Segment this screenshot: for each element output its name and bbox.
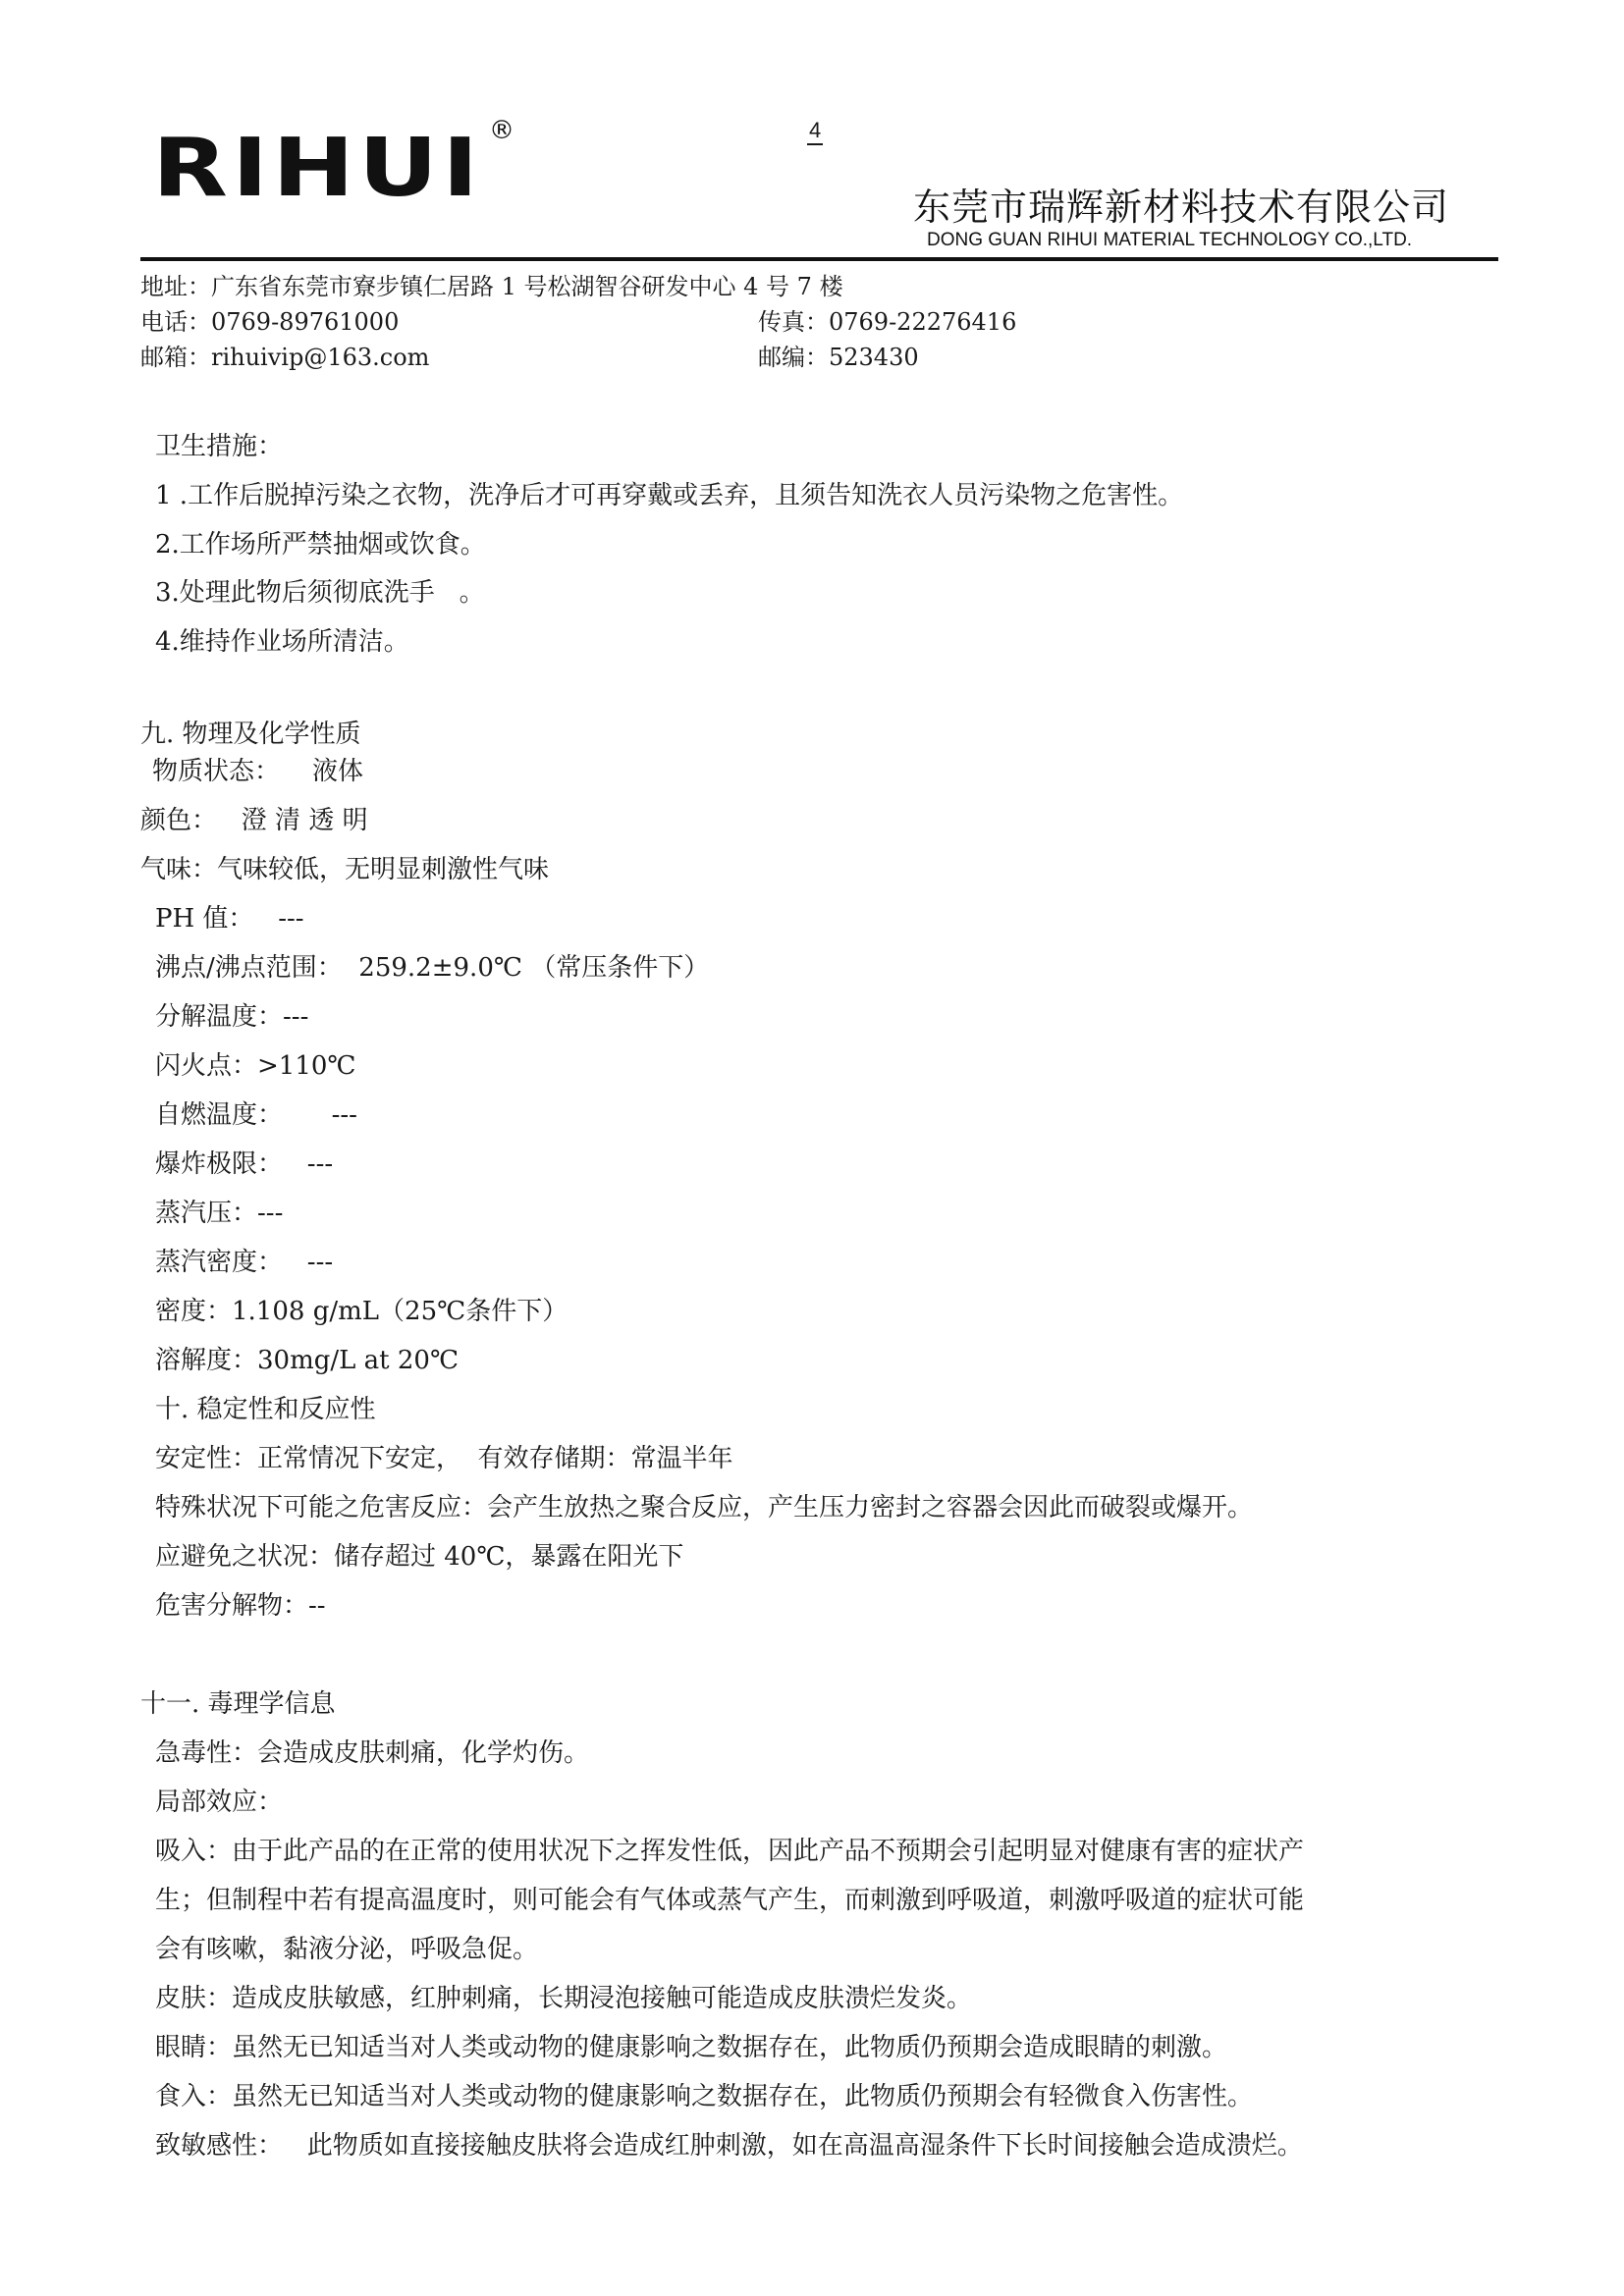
property-autoignition-temp: 自燃温度： --- — [155, 1100, 357, 1130]
property-vapor-pressure: 蒸汽压：--- — [155, 1199, 284, 1228]
sensitization-line: 致敏感性： 此物质如直接接触皮肤将会造成红肿刺激，如在高温高湿条件下长时间接触会造成溃烂。 — [155, 2131, 1303, 2161]
company-name-en: DONG GUAN RIHUI MATERIAL TECHNOLOGY CO.,LTD. — [927, 230, 1413, 250]
hygiene-title: 卫生措施： — [155, 432, 284, 461]
conditions-to-avoid-line: 应避免之状况：储存超过 40℃，暴露在阳光下 — [155, 1542, 684, 1572]
eyes-line: 眼睛：虽然无已知适当对人类或动物的健康影响之数据存在，此物质仍预期会造成眼睛的刺激。 — [155, 2033, 1228, 2062]
property-ph: PH 值： --- — [155, 904, 304, 934]
property-odor: 气味：气味较低，无明显刺激性气味 — [140, 855, 550, 884]
section-11-title: 十一. 毒理学信息 — [140, 1689, 336, 1719]
hazardous-reaction-line: 特殊状况下可能之危害反应：会产生放热之聚合反应，产生压力密封之容器会因此而破裂或爆开。 — [155, 1493, 1254, 1522]
contact-address: 地址：广东省东莞市寮步镇仁居路 1 号松湖智谷研发中心 4 号 7 楼 — [140, 273, 843, 300]
registered-mark: ® — [489, 116, 514, 145]
property-color: 颜色： 澄 清 透 明 — [140, 806, 368, 835]
hygiene-item-1: 1 .工作后脱掉污染之衣物，洗净后才可再穿戴或丢弃，且须告知洗衣人员污染物之危害性。 — [155, 481, 1184, 510]
decomposition-products-line: 危害分解物：-- — [155, 1591, 326, 1621]
skin-line: 皮肤：造成皮肤敏感，红肿刺痛，长期浸泡接触可能造成皮肤溃烂发炎。 — [155, 1984, 973, 2013]
local-effects-line: 局部效应： — [155, 1788, 284, 1817]
acute-toxicity-line: 急毒性：会造成皮肤刺痛，化学灼伤。 — [155, 1738, 590, 1768]
section-10-title: 十. 稳定性和反应性 — [155, 1395, 376, 1424]
property-state: 物质状态： 液体 — [152, 757, 364, 786]
contact-email: 邮箱：rihuivip@163.com — [140, 344, 430, 371]
company-name-cn: 东莞市瑞辉新材料技术有限公司 — [913, 186, 1450, 229]
property-boiling-point: 沸点/沸点范围： 259.2±9.0℃ （常压条件下） — [155, 953, 710, 983]
inhalation-line-1: 吸入：由于此产品的在正常的使用状况下之挥发性低，因此产品不预期会引起明显对健康有害的症状产 — [155, 1837, 1305, 1866]
inhalation-line-3: 会有咳嗽，黏液分泌，呼吸急促。 — [155, 1935, 539, 1964]
stability-line: 安定性：正常情况下安定， 有效存储期：常温半年 — [155, 1444, 733, 1473]
inhalation-line-2: 生；但制程中若有提高温度时，则可能会有气体或蒸气产生，而刺激到呼吸道，刺激呼吸道的症状可能 — [155, 1886, 1305, 1915]
property-solubility: 溶解度：30mg/L at 20℃ — [155, 1346, 460, 1375]
property-density: 密度：1.108 g/mL（25℃条件下） — [155, 1297, 568, 1326]
ingestion-line: 食入：虽然无已知适当对人类或动物的健康影响之数据存在，此物质仍预期会有轻微食入伤害性。 — [155, 2082, 1254, 2111]
company-logo: RIHUI — [152, 120, 483, 215]
property-decomposition-temp: 分解温度：--- — [155, 1002, 309, 1032]
contact-postcode: 邮编：523430 — [758, 344, 919, 371]
contact-fax: 传真：0769-22276416 — [758, 308, 1017, 336]
hygiene-item-4: 4.维持作业场所清洁。 — [155, 627, 409, 657]
contact-phone: 电话：0769-89761000 — [140, 308, 400, 336]
header-divider — [140, 257, 1498, 261]
page-number: 4 — [807, 118, 823, 145]
hygiene-item-3: 3.处理此物后须彻底洗手 。 — [155, 578, 485, 608]
hygiene-item-2: 2.工作场所严禁抽烟或饮食。 — [155, 530, 486, 560]
property-vapor-density: 蒸汽密度： --- — [155, 1248, 334, 1277]
property-flash-point: 闪火点：>110℃ — [155, 1051, 356, 1081]
property-explosion-limits: 爆炸极限： --- — [155, 1149, 334, 1179]
section-9-title: 九. 物理及化学性质 — [140, 720, 361, 749]
